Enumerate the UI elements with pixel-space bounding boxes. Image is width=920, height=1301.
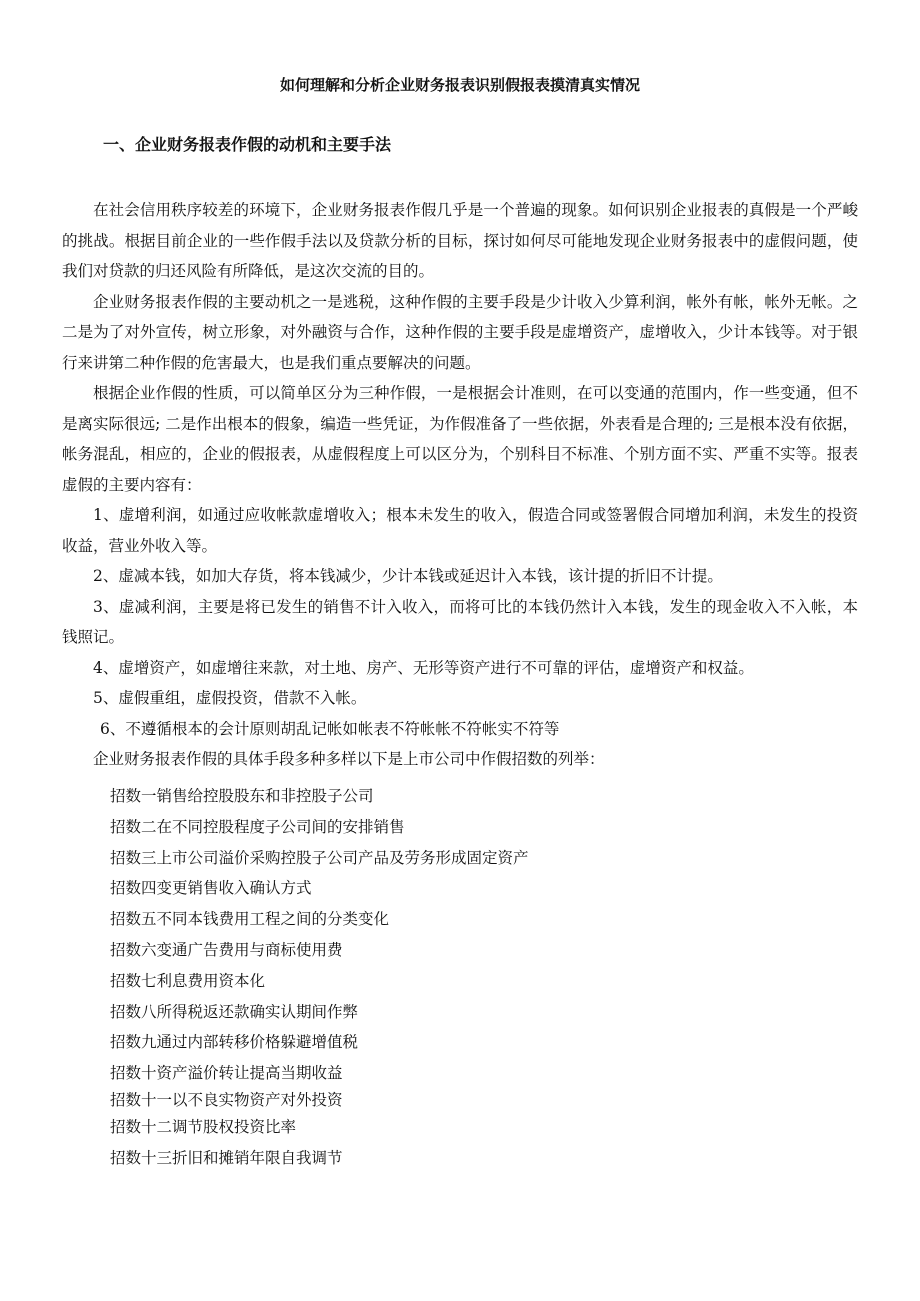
paragraph: 根据企业作假的性质，可以简单区分为三种作假，一是根据会计准则，在可以变通的范围内，作一些变通，但不是离实际很远; 二是作出根本的假象，编造一些凭证，为作假准备了一些依据，外表看是合理的; 三是根本没有依据，帐务混乱，相应的，企业的假报表，从虚假程度上可以区分为，个别科目不标准、个别方面不实、严重不实等。报表虚假的主要内容有： [62,384,858,494]
list-item: 招数五不同本钱费用工程之间的分类变化 [110,910,390,929]
paragraph: 2、虚减本钱，如加大存货，将本钱减少，少计本钱或延迟计入本钱，该计提的折旧不计提。 [93,567,723,585]
paragraph: 在社会信用秩序较差的环境下，企业财务报表作假几乎是一个普遍的现象。如何识别企业报表的真假是一个严峻的挑战。根据目前企业的一些作假手法以及贷款分析的目标，探讨如何尽可能地发现企业财务报表中的虚假问题，使我们对贷款的归还风险有所降低，是这次交流的目的。 [62,201,858,280]
list-item: 招数十一以不良实物资产对外投资 [110,1090,343,1109]
list-item: 招数六变通广告费用与商标使用费 [110,940,343,959]
list-item: 招数八所得税返还款确实认期间作弊 [110,1002,359,1021]
list-item: 招数九通过内部转移价格躲避增值税 [110,1033,359,1052]
list-item: 招数七利息费用资本化 [110,971,266,990]
document-body [62,195,858,775]
list-item: 招数二在不同控股程度子公司间的安排销售 [110,817,405,836]
document-title: 如何理解和分析企业财务报表识别假报表摸清真实情况 [279,76,640,94]
list-item: 招数三上市公司溢价采购控股子公司产品及劳务形成固定资产 [110,848,529,867]
paragraph: 6、不遵循根本的会计原则胡乱记帐如帐表不符帐帐不符帐实不符等 [100,719,560,738]
paragraph: 1、虚增利润，如通过应收帐款虚增收入；根本未发生的收入，假造合同或签署假合同增加利润，未发生的投资收益，营业外收入等。 [62,506,858,555]
list-item: 招数十资产溢价转让提高当期收益 [110,1064,343,1083]
section-heading: 一、企业财务报表作假的动机和主要手法 [103,135,392,154]
paragraph: 4、虚增资产，如虚增往来款，对土地、房产、无形等资产进行不可靠的评估，虚增资产和权益。 [93,658,754,677]
list-item: 招数一销售给控股股东和非控股子公司 [110,787,374,805]
paragraph: 企业财务报表作假的具体手段多种多样以下是上市公司中作假招数的列举： [93,750,605,768]
paragraph: 5、虚假重组，虚假投资，借款不入帐。 [93,689,367,707]
paragraph: 3、虚减利润，主要是将已发生的销售不计入收入，而将可比的本钱仍然计入本钱，发生的现金收入不入帐，本钱照记。 [62,597,858,646]
list-item: 招数十三折旧和摊销年限自我调节 [110,1148,343,1167]
list-item: 招数十二调节股权投资比率 [110,1117,297,1136]
tactics-list [110,781,529,1174]
list-item: 招数四变更销售收入确认方式 [110,879,312,898]
paragraph: 企业财务报表作假的主要动机之一是逃税，这种作假的主要手段是少计收入少算利润，帐外有帐，帐外无帐。之二是为了对外宣传，树立形象，对外融资与合作，这种作假的主要手段是虚增资产，虚增收入，少计本钱等。对于银行来讲第二种作假的危害最大，也是我们重点要解决的问题。 [62,292,858,372]
